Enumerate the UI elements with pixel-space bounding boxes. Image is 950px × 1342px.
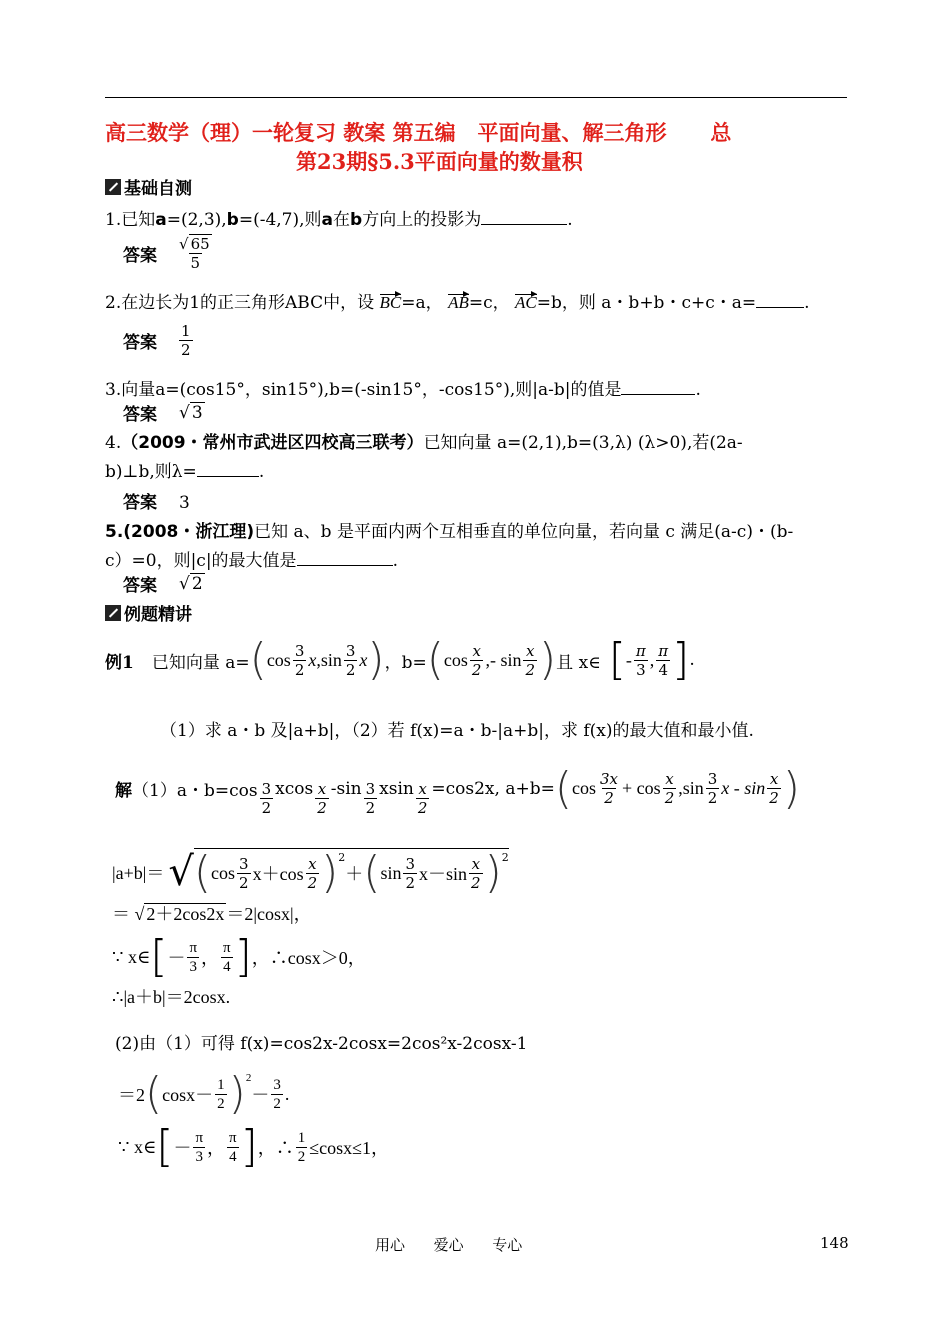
formula-text: ， (201, 948, 220, 968)
question-4 (105, 428, 743, 453)
formula-numerator: π (223, 939, 231, 956)
page-title: 高三数学（理）一轮复习 教案 第五编 平面向量、解三角形 总 (105, 120, 732, 145)
question-2 (105, 288, 810, 313)
sol-numerator: 3x (600, 770, 619, 788)
q1-text: 在 (333, 210, 351, 230)
q5-answer-radicand: 2 (191, 573, 203, 594)
ex1-denominator: 4 (658, 660, 668, 679)
ex1-fn: cos (443, 649, 468, 670)
q5-answer-sqrt: √ 2 (179, 573, 203, 594)
formula-exponent: 2 (245, 1072, 252, 1084)
formula-line-2 (112, 900, 312, 926)
ex1-fn: - sin (489, 649, 522, 670)
ex1-fn: sin (320, 649, 342, 670)
sol-denominator: 2 (365, 799, 376, 817)
formula-exponent: 2 (501, 851, 509, 864)
sol-text: =cos2x, a+b= (431, 778, 555, 799)
formula-line-3: ∵ x∈ [ － $\frac{\pi}{3}$ ， $\frac{\pi}{4}$ ] ，∴cosx＞0， (112, 931, 366, 982)
q1-text: 方向上的投影为 (362, 210, 482, 230)
sol-text: -sin (330, 778, 362, 799)
q4-source: （2009・常州市武进区四校高三联考） (121, 433, 424, 453)
answer-label: 答案 (123, 576, 157, 596)
q3-answer-radicand: 3 (191, 402, 203, 423)
sol-numerator: x (317, 780, 327, 798)
ex1-numerator: 3 (345, 641, 356, 660)
q1-vec-a: a (155, 210, 167, 230)
ex1-fn: cos (266, 649, 291, 670)
formula-line-5: ＝2 ( cosx－ $\frac{1}{2}$ ) $^2$ － $\frac{3}{2}$ . (118, 1068, 290, 1119)
formula-numerator: x (308, 854, 317, 873)
question-5 (105, 517, 793, 542)
ex1-denominator: 2 (471, 660, 482, 679)
formula-text: ∵ x∈ (112, 946, 151, 967)
formula-text: cos (211, 862, 236, 883)
ex1-numerator: x (525, 641, 535, 660)
formula-norm: |a+b|＝ √ ( cos $\frac{3}{2}$ x＋cos $\frac{x}{2}$ ) $^2$ ＋ ( sin $\frac{3}{2}$ x－sin $\frac{x}{2}$ ) $^2$ (112, 847, 509, 898)
sol-numerator: x (769, 770, 779, 788)
ex1-numerator: 3 (294, 641, 305, 660)
ex1-text: 已知向量 a= (151, 652, 250, 673)
example-1: 例1 已知向量 a= ( cos $\frac{3}{2}$ x , sin $\frac{3}{2}$ x ) ，b= ( cos $\frac{x}{2}$ , - sin $\frac{x}{2}$ ) 且 x∈ [ - $\frac{\pi}{3}$ , $\frac{\pi}{4}$ ] . (105, 634, 695, 685)
formula-numerator: 3 (239, 854, 249, 873)
formula-text: ，∴ (257, 1138, 294, 1158)
formula-denominator: 2 (307, 873, 318, 892)
formula-text: － (173, 1138, 192, 1158)
q5-text: 已知 a、b 是平面内两个互相垂直的单位向量，若向量 c 满足(a-c)・(b- (254, 522, 794, 542)
sol-numerator: 3 (707, 770, 718, 788)
section-examples (105, 600, 192, 625)
ex1-neg: - (625, 649, 632, 670)
q2-answer-numerator: 1 (181, 322, 191, 340)
sol-denominator: 2 (261, 799, 272, 817)
section-examples-label: 例题精讲 (124, 605, 192, 625)
q5-source: 5.(2008・浙江理) (105, 522, 255, 542)
solution-line-1: 解 （1）a・b=cos $\frac{3}{2}$ xcos $\frac{x}{2}$ -sin $\frac{3}{2}$ xsin $\frac{x}{2}$ =cos2x, a+b= ( cos $\frac{3x}{2}$ + cos $\frac{x}{2}$ ,sin $\frac{3}{2}$ x - sin $\frac{x}{2}$ ) (115, 762, 801, 817)
q4-answer-value: 3 (179, 493, 190, 513)
solution-label: 解 (115, 781, 132, 801)
example-1-question: （1）求 a・b 及|a+b|，（2）若 f(x)=a・b-|a+b|，求 f(x)的最大值和最小值. (160, 721, 754, 741)
q4-num: 4. (105, 433, 122, 453)
q2-text: =a， (401, 293, 443, 313)
formula-numerator: 3 (273, 1076, 281, 1093)
formula-denominator: 2 (217, 1095, 225, 1112)
q4-text: b)⊥b,则λ= (105, 462, 197, 482)
sol-fn: cos (572, 778, 597, 798)
q1-text: =(2,3), (166, 210, 227, 230)
page-number: 148 (820, 1234, 849, 1252)
sol-text: xcos (275, 778, 314, 799)
formula-text: sin (380, 862, 402, 883)
formula-text: ＋ (345, 864, 364, 884)
formula-text: ∵ x∈ (118, 1136, 157, 1157)
q4-text: 已知向量 a=(2,1),b=(3,λ) (λ>0),若(2a- (423, 433, 743, 453)
q3-text: 3.向量a=(cos15°，sin15°),b=(-sin15°，-cos15°),则|a-b|的值是 (105, 380, 622, 400)
answer-label: 答案 (123, 405, 157, 425)
q2-answer (123, 322, 195, 359)
q1-vec-b: b (226, 210, 239, 230)
formula-text: . (284, 1083, 290, 1104)
q1-answer-fraction: $\frac{√ 65}{5}$ (179, 235, 210, 272)
q2-answer-fraction (179, 322, 193, 359)
formula-denominator: 2 (239, 873, 249, 892)
sol-text: xsin (379, 778, 414, 799)
q1-end: . (567, 210, 573, 230)
formula-text: ＝ (112, 904, 130, 924)
ex1-var: x (359, 649, 368, 670)
formula-denominator: 2 (471, 873, 481, 892)
ex1-var: x (308, 649, 317, 670)
sol-denominator: 2 (707, 789, 718, 807)
q3-answer-sqrt: √ 3 (179, 402, 203, 423)
answer-label: 答案 (123, 333, 157, 353)
q5-text: c）=0，则|c|的最大值是 (105, 551, 297, 571)
q2-text: =b，则 a・b+b・c+c・a= (536, 293, 757, 313)
q1-vec-a: a (321, 210, 334, 230)
answer-blank (297, 565, 393, 566)
page-subtitle: 第23期§5.3平面向量的数量积 (296, 149, 583, 174)
question-1 (105, 205, 573, 230)
formula-exponent: 2 (338, 851, 346, 864)
vector-ab: AB (448, 290, 469, 313)
formula-text: ＝2 (118, 1085, 145, 1105)
q5-answer (123, 571, 205, 596)
formula-text: ， (207, 1138, 226, 1158)
formula-denominator: 3 (189, 958, 197, 975)
q1-num: 1. (105, 210, 122, 230)
sol-numerator: x (665, 770, 674, 788)
sol-denominator: 2 (317, 799, 327, 817)
sol-denominator: 2 (604, 789, 614, 807)
formula-text: |a+b|＝ (112, 862, 165, 883)
ex1-numerator: π (658, 641, 669, 660)
ex1-denominator: 2 (294, 660, 305, 679)
formula-numerator: 1 (217, 1076, 225, 1093)
formula-denominator: 3 (195, 1148, 203, 1165)
q3-answer (123, 400, 205, 425)
pencil-icon (105, 179, 121, 195)
formula-numerator: 3 (405, 854, 416, 873)
formula-sqrt: √ 2＋2cos2x (134, 904, 225, 924)
ex1-text: 且 x∈ (556, 652, 601, 673)
sol-denominator: 2 (664, 789, 675, 807)
sol-text: （1）a・b=cos (132, 781, 258, 801)
q2-text: 2.在边长为1的正三角形ABC中，设 (105, 293, 375, 313)
formula-numerator: 1 (297, 1129, 306, 1146)
formula-numerator: π (229, 1129, 237, 1146)
formula-text: － (167, 948, 186, 968)
formula-line-6: ∵ x∈ [ － $\frac{\pi}{3}$ ， $\frac{\pi}{4}$ ] ，∴ $\frac{1}{2}$ ≤cosx≤1， (118, 1121, 390, 1172)
formula-text: ，∴cosx＞0， (251, 948, 366, 968)
formula-text: ≤cosx≤1， (309, 1138, 390, 1158)
sol-numerator: 3 (261, 780, 272, 798)
formula-numerator: x (471, 854, 481, 873)
sol-numerator: x (418, 780, 427, 798)
q2-text: =c， (468, 293, 510, 313)
sol-fn: x - sin (721, 778, 766, 798)
sol-fn: + cos (622, 778, 661, 798)
solution-part-2: (2)由（1）可得 f(x)=cos2x-2cosx=2cos²x-2cosx-1 (115, 1034, 528, 1054)
answer-blank (197, 476, 259, 477)
header-rule (105, 97, 847, 98)
section-basic (105, 174, 192, 199)
answer-label: 答案 (123, 246, 157, 266)
ex1-numerator: x (472, 641, 481, 660)
formula-radicand: 2＋2cos2x (146, 904, 225, 924)
answer-blank (756, 307, 804, 308)
q4-end: . (258, 462, 265, 482)
q2-answer-denominator: 2 (181, 341, 191, 359)
q1-answer-denominator: 5 (190, 254, 201, 272)
formula-numerator: π (195, 1129, 204, 1146)
ex1-denominator: 3 (636, 660, 646, 679)
formula-numerator: π (189, 939, 198, 956)
formula-text: x＋cos (252, 864, 304, 884)
q3-end: . (695, 380, 701, 400)
q1-answer (123, 235, 216, 272)
ex1-text: ，b= (384, 652, 427, 673)
q1-answer-radicand: 65 (190, 235, 210, 253)
formula-text: － (251, 1085, 270, 1105)
vector-bc: BC (380, 290, 402, 313)
pencil-icon (105, 605, 121, 621)
q1-text: 已知 (121, 210, 156, 230)
ex1-denominator: 2 (525, 660, 535, 679)
q5-end: . (392, 551, 398, 571)
formula-denominator: 4 (223, 958, 231, 975)
vector-ac: AC (515, 290, 537, 313)
sol-fn: ,sin (678, 778, 704, 798)
question-5-line2 (105, 546, 398, 571)
sol-denominator: 2 (417, 799, 428, 817)
formula-denominator: 2 (273, 1095, 281, 1112)
q2-end: . (804, 293, 810, 313)
formula-text: ＝2|cosx|， (226, 904, 312, 924)
sol-numerator: 3 (365, 780, 376, 798)
question-3 (105, 375, 701, 400)
q4-answer (123, 488, 190, 513)
formula-denominator: 2 (405, 873, 416, 892)
ex1-denominator: 2 (345, 660, 356, 679)
section-basic-label: 基础自测 (124, 179, 192, 199)
footer-motto: 用心 爱心 专心 (375, 1236, 523, 1254)
formula-text: x－sin (419, 864, 468, 884)
ex1-numerator: π (635, 641, 646, 660)
sol-denominator: 2 (769, 789, 779, 807)
question-4-line2 (105, 457, 264, 482)
formula-denominator: 2 (297, 1148, 306, 1165)
example-label: 例1 (105, 652, 134, 673)
answer-blank (481, 224, 567, 225)
answer-label: 答案 (123, 493, 157, 513)
formula-text: cosx－ (162, 1085, 214, 1105)
formula-denominator: 4 (229, 1148, 237, 1165)
formula-line-4: ∴|a＋b|＝2cosx. (112, 987, 231, 1007)
ex1-end: . (689, 650, 695, 670)
q1-vec-b: b (350, 210, 363, 230)
q1-text: =(-4,7),则 (238, 210, 322, 230)
answer-blank (621, 394, 695, 395)
